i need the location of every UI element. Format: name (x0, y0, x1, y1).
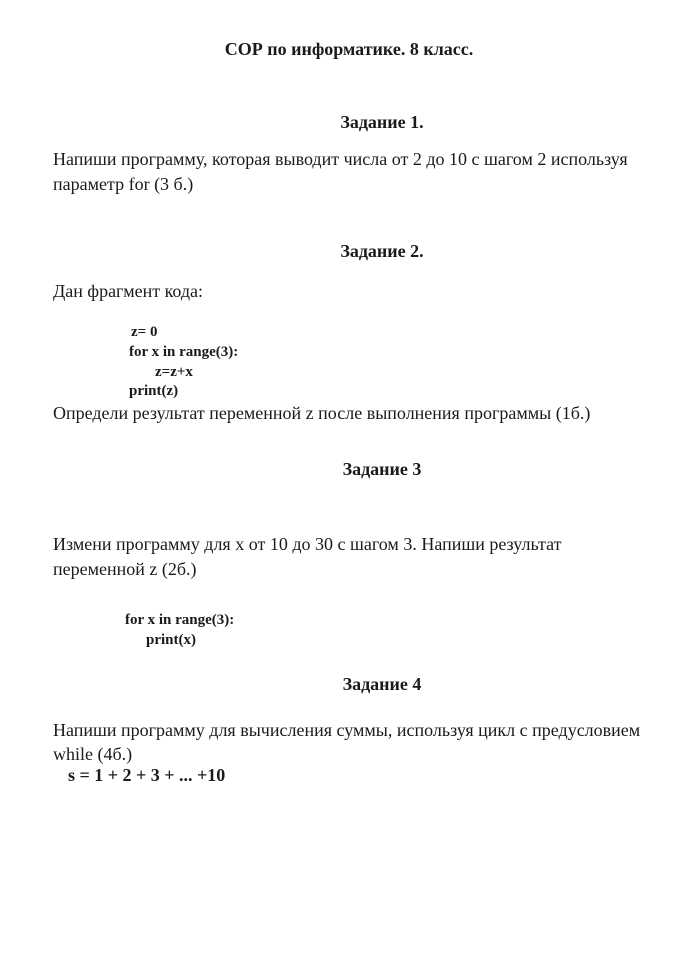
document-title: СОР по информатике. 8 класс. (224, 39, 474, 59)
task1-text-line-1: Напиши программу, которая выводит числа от 2 до 10 с шагом 2 используя (53, 149, 628, 169)
task3-text-line-2: переменной z (2б.) (53, 559, 197, 579)
task4-formula: s = 1 + 2 + 3 + ... +10 (68, 765, 226, 785)
task2-question: Определи результат переменной z после выполнения программы (1б.) (53, 403, 591, 423)
task3-code-line-2: print(x) (146, 632, 196, 648)
task4-text-line-2: while (4б.) (53, 744, 133, 764)
task4-heading: Задание 4 (342, 674, 422, 694)
task3-code-line-1: for x in range(3): (125, 612, 235, 628)
task2-heading: Задание 2. (340, 241, 424, 261)
task2-intro: Дан фрагмент кода: (53, 281, 204, 301)
task2-code-line-1: z= 0 (131, 324, 158, 340)
task4-text-line-1: Напиши программу для вычисления суммы, используя цикл с предусловием (53, 720, 641, 740)
task3-text-line-1: Измени программу для x от 10 до 30 с шагом 3. Напиши результат (53, 534, 562, 554)
task2-code-line-2: for x in range(3): (129, 344, 239, 360)
task2-code-line-4: print(z) (129, 383, 179, 399)
task2-code-line-3: z=z+x (155, 364, 193, 380)
task1-heading: Задание 1. (340, 112, 424, 132)
task1-text-line-2: параметр for (3 б.) (53, 174, 194, 194)
task3-heading: Задание 3 (342, 459, 422, 479)
